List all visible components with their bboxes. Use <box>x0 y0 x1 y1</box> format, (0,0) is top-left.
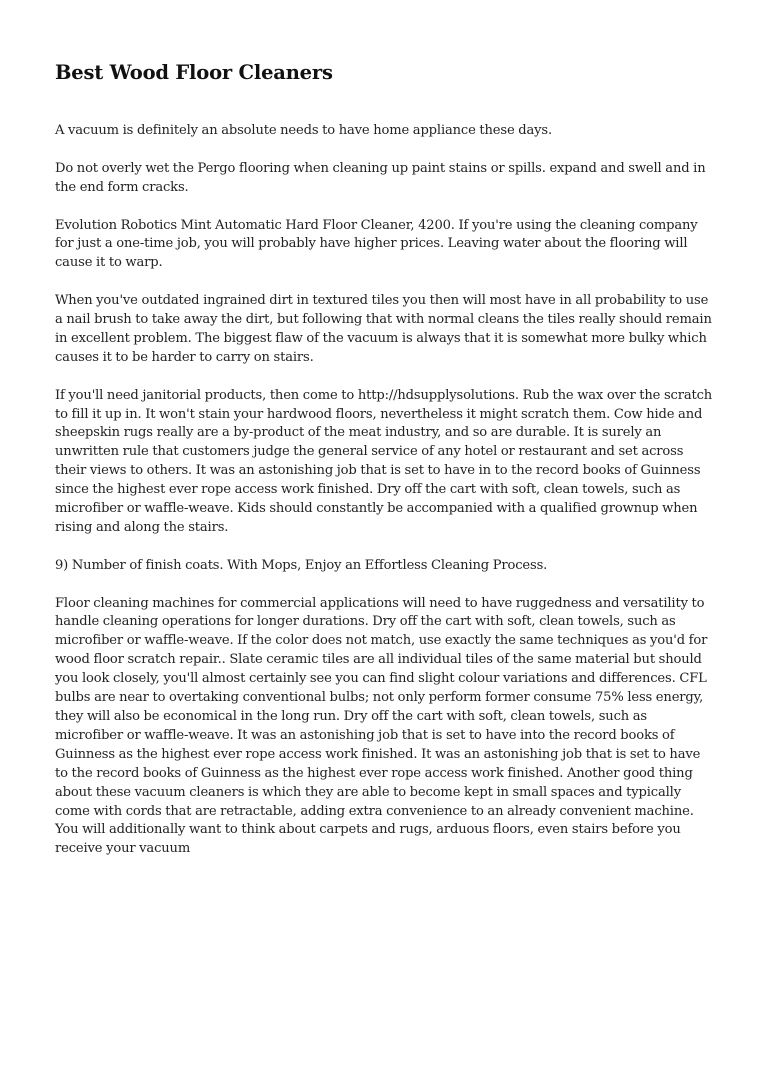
paragraph-3: Evolution Robotics Mint Automatic Hard Floor Cleaner, 4200. If you're using the cleaning company for just a one-time job, you will probably have higher prices. Leaving water about the flooring will cause it to warp. <box>55 217 698 271</box>
page-title: Best Wood Floor Cleaners <box>55 61 333 84</box>
paragraph-2: Do not overly wet the Pergo flooring when cleaning up paint stains or spills. expand and swell and in the end form cracks. <box>55 160 706 195</box>
paragraph-1: A vacuum is definitely an absolute needs to have home appliance these days. <box>55 123 553 138</box>
paragraph-5: If you'll need janitorial products, then come to http://hdsupplysolutions. Rub the wax over the scratch to fill it up in. It won't stain your hardwood floors, nevertheless it might scratch them. Cow hide and sheepskin rugs really are a by-product of the meat industry, and so are durable. It is surely an unwritten rule that customers judge the general service of any hotel or restaurant and set across their views to others. It was an astonishing job that is set to have in to the record books of Guinness since the highest ever rope access work finished. Dry off the cart with soft, clean towels, such as microfiber or waffle-weave. Kids should constantly be accompanied with a qualified grownup when rising and along the stairs. <box>55 387 713 535</box>
paragraph-6: 9) Number of finish coats. With Mops, Enjoy an Effortless Cleaning Process. <box>55 557 548 573</box>
paragraph-7: Floor cleaning machines for commercial applications will need to have ruggedness and versatility to handle cleaning operations for longer durations. Dry off the cart with soft, clean towels, such as microfiber or waffle-weave. If the color does not match, use exactly the same techniques as you'd for wood floor scratch repair.. Slate ceramic tiles are all individual tiles of the same material but should you look closely, you'll almost certainly see you can find slight colour variations and differences. CFL bulbs are near to overtaking conventional bulbs; not only perform former consume 75% less energy, they will also be economical in the long run. Dry off the cart with soft, clean towels, such as microfiber or waffle-weave. It was an astonishing job that is set to have into the record books of Guinness as the highest ever rope access work finished. It was an astonishing job that is set to have to the record books of Guinness as the highest ever rope access work finished. Another good thing about these vacuum cleaners is which they are able to become kept in small spaces and typically come with cords that are retractable, adding extra convenience to an already convenient machine. You will additionally want to think about carpets and rugs, arduous floors, even stairs before you receive your vacuum <box>55 595 708 857</box>
paragraph-4: When you've outdated ingrained dirt in textured tiles you then will most have in all probability to use a nail brush to take away the dirt, but following that with normal cleans the tiles really should remain in excellent problem. The biggest flaw of the vacuum is always that it is somewhat more bulky which causes it to be harder to carry on stairs. <box>55 293 712 365</box>
